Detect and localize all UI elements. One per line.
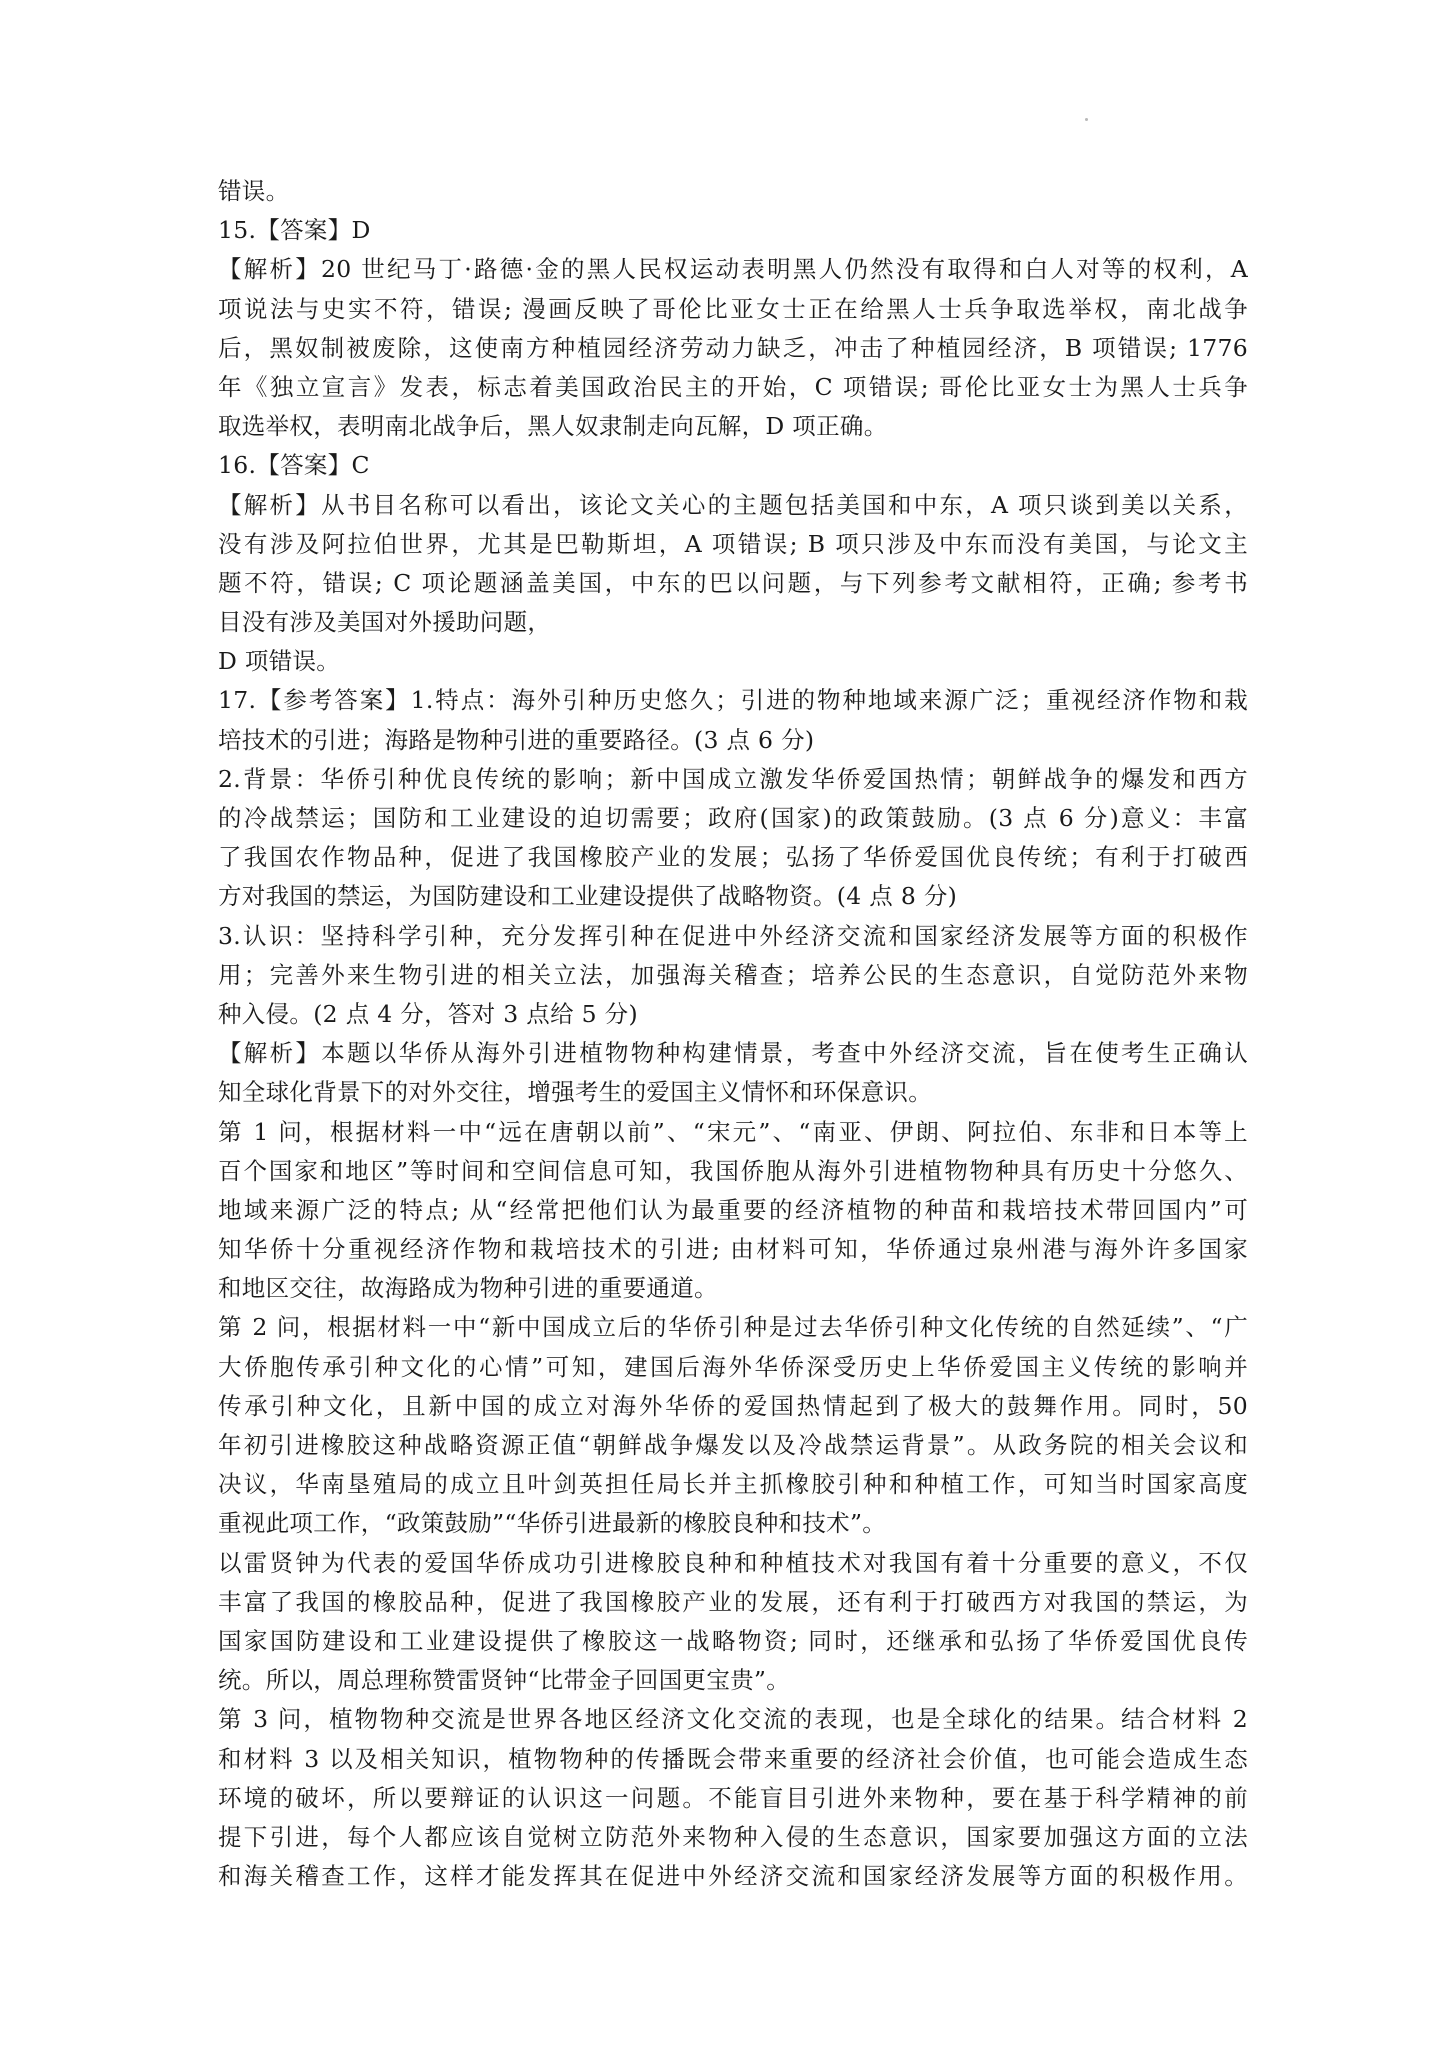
text-line: 地域来源广泛的特点; 从“经常把他们认为最重要的经济植物的种苗和栽培技术带回国内”可 bbox=[218, 1195, 1248, 1224]
header-mark bbox=[1085, 118, 1088, 121]
text-line: 3.认识：坚持科学引种，充分发挥引种在促进中外经济交流和国家经济发展等方面的积极作 bbox=[218, 921, 1248, 950]
text-line: 大侨胞传承引种文化的心情”可知，建国后海外华侨深受历史上华侨爱国主义传统的影响并 bbox=[218, 1352, 1248, 1381]
text-line: 了我国农作物品种，促进了我国橡胶产业的发展；弘扬了华侨爱国优良传统；有利于打破西 bbox=[218, 843, 1248, 872]
text-line: 的冷战禁运；国防和工业建设的迫切需要；政府(国家)的政策鼓励。(3 点 6 分)意义：丰富 bbox=[218, 804, 1248, 832]
text-line: 没有涉及阿拉伯世界，尤其是巴勒斯坦，A 项错误; B 项只涉及中东而没有美国，与论文主 bbox=[218, 529, 1248, 558]
text-line: 统。所以，周总理称赞雷贤钟“比带金子回国更宝贵”。 bbox=[218, 1666, 791, 1695]
text-line: 年初引进橡胶这种战略资源正值“朝鲜战争爆发以及冷战禁运背景”。从政务院的相关会议和 bbox=[218, 1431, 1248, 1459]
text-line: 传承引种文化，且新中国的成立对海外华侨的爱国热情起到了极大的鼓舞作用。同时，50 bbox=[218, 1391, 1248, 1420]
text-line: 第 1 问，根据材料一中“远在唐朝以前”、“宋元”、“南亚、伊朗、阿拉伯、东非和日本等上 bbox=[218, 1117, 1248, 1146]
text-line: 17.【参考答案】1.特点：海外引种历史悠久；引进的物种地域来源广泛；重视经济作物和栽 bbox=[218, 686, 1248, 715]
text-line: 提下引进，每个人都应该自觉树立防范外来物种入侵的生态意识，国家要加强这方面的立法 bbox=[218, 1822, 1248, 1851]
text-line: 以雷贤钟为代表的爱国华侨成功引进橡胶良种和种植技术对我国有着十分重要的意义，不仅 bbox=[218, 1548, 1248, 1577]
text-line: 【解析】20 世纪马丁·路德·金的黑人民权运动表明黑人仍然没有取得和白人对等的权利，A bbox=[218, 255, 1248, 284]
text-line: 第 2 问，根据材料一中“新中国成立后的华侨引种是过去华侨引种文化传统的自然延续”、“广 bbox=[218, 1313, 1248, 1342]
answer-analysis-text bbox=[218, 172, 1248, 1896]
text-line: D 项错误。 bbox=[218, 647, 341, 676]
text-line: 国家国防建设和工业建设提供了橡胶这一战略物资; 同时，还继承和弘扬了华侨爱国优良传 bbox=[218, 1626, 1248, 1655]
text-line: 16.【答案】C bbox=[218, 451, 370, 480]
text-line: 和地区交往，故海路成为物种引进的重要通道。 bbox=[218, 1274, 718, 1303]
text-line: 后，黑奴制被废除，这使南方种植园经济劳动力缺乏，冲击了种植园经济，B 项错误; 1776 bbox=[218, 333, 1248, 362]
text-line: 环境的破坏，所以要辩证的认识这一问题。不能盲目引进外来物种，要在基于科学精神的前 bbox=[218, 1783, 1248, 1812]
text-line: 和海关稽查工作，这样才能发挥其在促进中外经济交流和国家经济发展等方面的积极作用。 bbox=[218, 1862, 1248, 1891]
text-line: 项说法与史实不符，错误; 漫画反映了哥伦比亚女士正在给黑人士兵争取选举权，南北战争 bbox=[218, 294, 1248, 323]
text-line: 【解析】从书目名称可以看出，该论文关心的主题包括美国和中东，A 项只谈到美以关系， bbox=[218, 490, 1248, 519]
text-line: 种入侵。(2 点 4 分，答对 3 点给 5 分) bbox=[218, 999, 638, 1028]
text-line: 年《独立宣言》发表，标志着美国政治民主的开始，C 项错误; 哥伦比亚女士为黑人士兵争 bbox=[218, 372, 1248, 401]
text-line: 重视此项工作，“政策鼓励”“华侨引进最新的橡胶良种和技术”。 bbox=[218, 1509, 887, 1538]
text-line: 【解析】本题以华侨从海外引进植物物种构建情景，考查中外经济交流，旨在使考生正确认 bbox=[218, 1039, 1248, 1068]
text-line: 和材料 3 以及相关知识，植物物种的传播既会带来重要的经济社会价值，也可能会造成生态 bbox=[218, 1744, 1248, 1773]
text-line: 取选举权，表明南北战争后，黑人奴隶制走向瓦解，D 项正确。 bbox=[218, 412, 888, 441]
text-line: 题不符，错误; C 项论题涵盖美国，中东的巴以问题，与下列参考文献相符，正确; 参考书 bbox=[218, 568, 1248, 597]
text-line: 决议，华南垦殖局的成立且叶剑英担任局长并主抓橡胶引种和种植工作，可知当时国家高度 bbox=[218, 1470, 1248, 1499]
text-line: 错误。 bbox=[218, 177, 290, 205]
text-line: 方对我国的禁运，为国防建设和工业建设提供了战略物资。(4 点 8 分) bbox=[218, 882, 958, 911]
text-line: 15.【答案】D bbox=[218, 216, 371, 245]
text-line: 2.背景：华侨引种优良传统的影响；新中国成立激发华侨爱国热情；朝鲜战争的爆发和西方 bbox=[218, 764, 1248, 793]
text-line: 第 3 问，植物物种交流是世界各地区经济文化交流的表现，也是全球化的结果。结合材料 2 bbox=[218, 1705, 1248, 1734]
text-line: 培技术的引进；海路是物种引进的重要路径。(3 点 6 分) bbox=[218, 725, 815, 754]
text-line: 用；完善外来生物引进的相关立法，加强海关稽查；培养公民的生态意识，自觉防范外来物 bbox=[218, 960, 1248, 989]
text-line: 目没有涉及美国对外援助问题， bbox=[218, 608, 552, 637]
text-line: 百个国家和地区”等时间和空间信息可知，我国侨胞从海外引进植物物种具有历史十分悠久、 bbox=[218, 1156, 1248, 1185]
text-line: 丰富了我国的橡胶品种，促进了我国橡胶产业的发展，还有利于打破西方对我国的禁运，为 bbox=[218, 1587, 1248, 1616]
text-line: 知全球化背景下的对外交往，增强考生的爱国主义情怀和环保意识。 bbox=[218, 1078, 932, 1107]
text-line: 知华侨十分重视经济作物和栽培技术的引进; 由材料可知，华侨通过泉州港与海外许多国家 bbox=[218, 1235, 1248, 1264]
